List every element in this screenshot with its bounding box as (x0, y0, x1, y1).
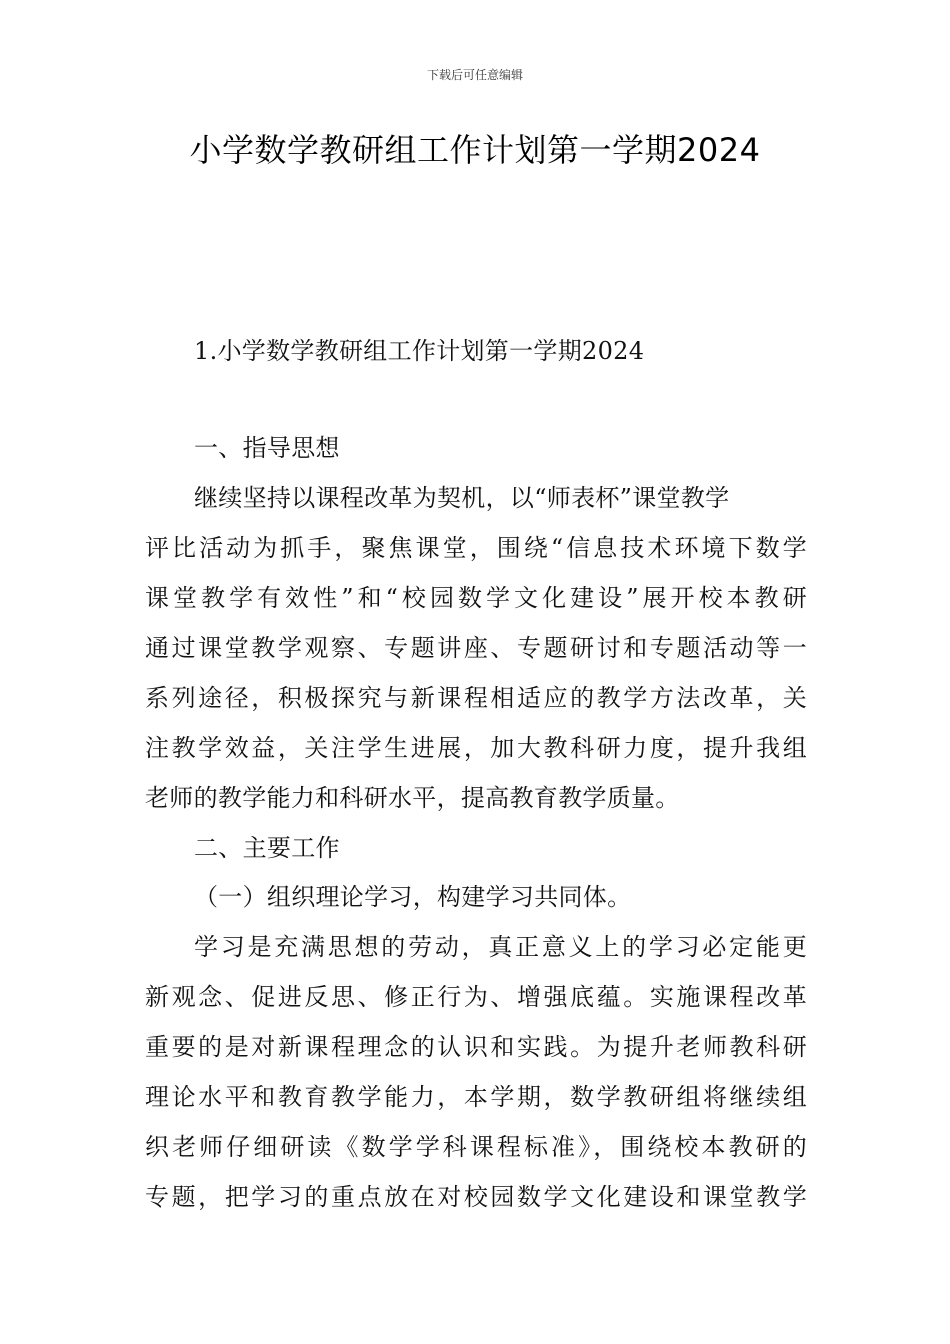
section-heading-guiding-thought: 一、指导思想 (194, 434, 340, 462)
paragraph-line: 注教学效益，关注学生进展，加大教科研力度，提升我组 (145, 734, 807, 762)
paragraph-line: 评比活动为抓手，聚焦课堂，围绕“信息技术环境下数学 (145, 534, 807, 562)
paragraph-line: 学习是充满思想的劳动，真正意义上的学习必定能更 (194, 933, 807, 961)
paragraph-line: 老师的教学能力和科研水平，提高教育教学质量。 (145, 784, 680, 812)
paragraph-line: 课堂教学有效性”和“校园数学文化建设”展开校本教研 (145, 584, 807, 612)
section-heading-main-work: 二、主要工作 (194, 834, 340, 862)
paragraph-line: 织老师仔细研读《数学学科课程标准》，围绕校本教研的 (145, 1133, 807, 1161)
paragraph-line: 新观念、促进反思、修正行为、增强底蕴。实施课程改革 (145, 983, 807, 1011)
paragraph-line: 通过课堂教学观察、专题讲座、专题研讨和专题活动等一 (145, 634, 807, 662)
paragraph-line: 系列途径，积极探究与新课程相适应的教学方法改革，关 (145, 684, 807, 712)
paragraph-line: 专题，把学习的重点放在对校园数学文化建设和课堂教学 (145, 1183, 807, 1211)
subsection-heading-theory-study: （一）组织理论学习，构建学习共同体。 (194, 883, 632, 911)
paragraph-line: 继续坚持以课程改革为契机，以“师表杯”课堂教学 (194, 484, 730, 512)
document-title: 小学数学教研组工作计划第一学期2024 (189, 131, 761, 169)
numbered-subtitle: 1.小学数学教研组工作计划第一学期2024 (194, 337, 645, 365)
header-note: 下载后可任意编辑 (426, 68, 523, 82)
paragraph-line: 重要的是对新课程理念的认识和实践。为提升老师教科研 (145, 1033, 807, 1061)
paragraph-line: 理论水平和教育教学能力，本学期，数学教研组将继续组 (145, 1083, 807, 1111)
